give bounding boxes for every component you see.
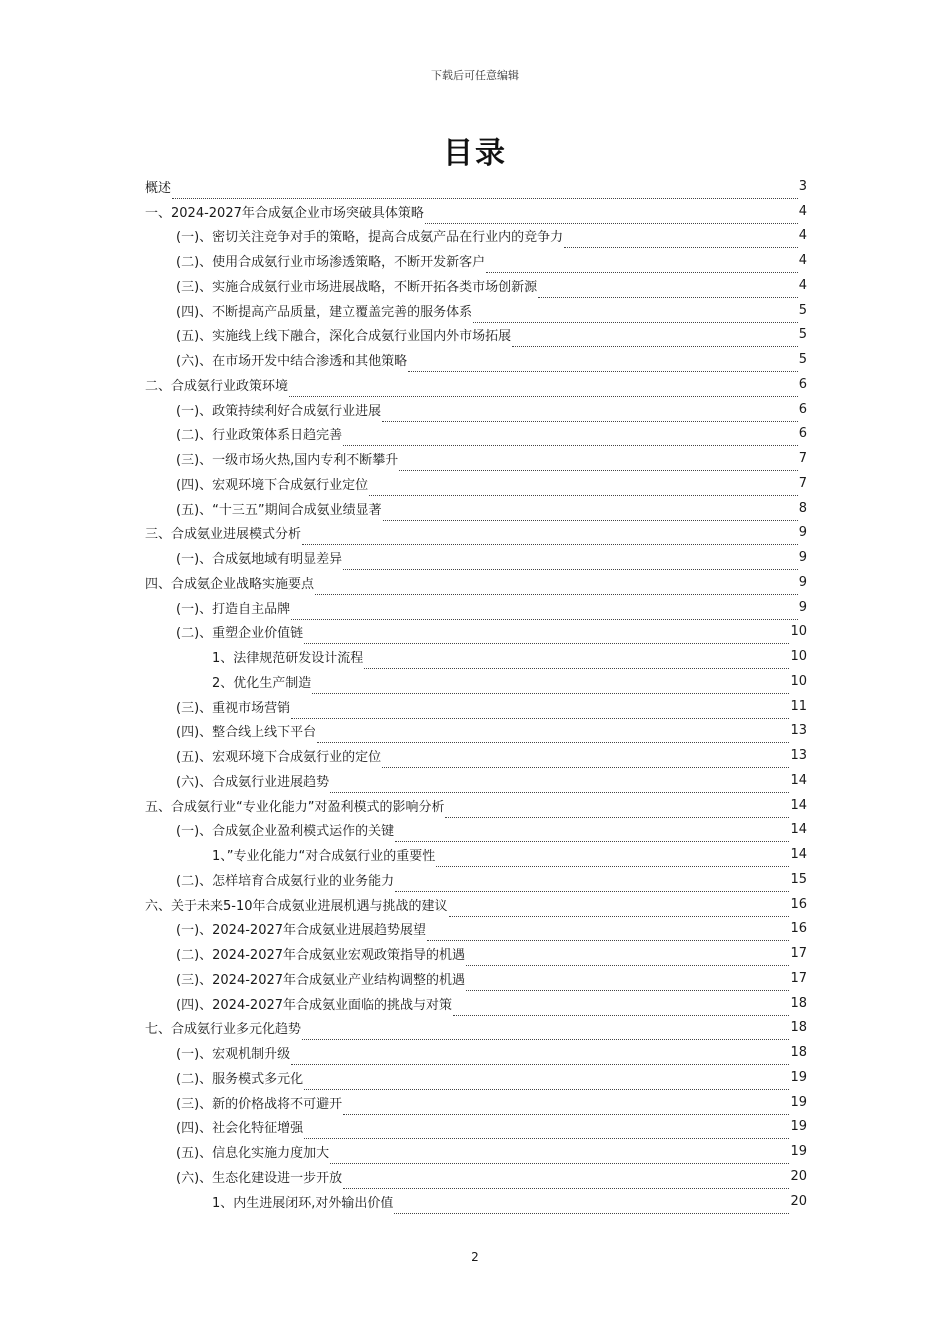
dot-leader — [330, 1155, 789, 1164]
toc-entry-label: 二、合成氨行业政策环境 — [145, 378, 289, 394]
dot-leader — [291, 611, 798, 620]
toc-entry-page: 4 — [798, 203, 807, 219]
toc-entry-page: 4 — [798, 253, 807, 269]
toc-entry-label: (五)、宏观环境下合成氨行业的定位 — [176, 750, 382, 766]
dot-leader — [425, 215, 798, 224]
toc-entry-label: (二)、服务模式多元化 — [176, 1071, 304, 1087]
toc-entry-page: 6 — [798, 401, 807, 417]
toc-entry-page: 19 — [790, 1119, 807, 1135]
toc-entry-label: (一)、密切关注竞争对手的策略，提高合成氨产品在行业内的竞争力 — [176, 230, 564, 246]
dot-leader — [291, 1056, 789, 1065]
toc-entry-label: 1、内生进展闭环,对外输出价值 — [212, 1195, 394, 1211]
dot-leader — [394, 1205, 789, 1214]
toc-entry-page: 15 — [790, 871, 807, 887]
toc-entry-page: 17 — [790, 946, 807, 962]
header-note: 下载后可任意编辑 — [431, 69, 519, 82]
toc-entry[interactable] — [145, 422, 807, 447]
toc-entry-page: 20 — [790, 1193, 807, 1209]
dot-leader — [172, 190, 798, 199]
toc-entry-label: (五)、信息化实施力度加大 — [176, 1146, 330, 1162]
dot-leader — [302, 536, 798, 545]
toc-entry-label: (四)、宏观环境下合成氨行业定位 — [176, 477, 369, 493]
toc-entry-label: (六)、在市场开发中结合渗透和其他策略 — [176, 354, 408, 370]
toc-entry[interactable] — [145, 793, 807, 818]
dot-leader — [486, 264, 798, 273]
dot-leader — [436, 858, 789, 867]
toc-entry[interactable] — [145, 545, 807, 570]
toc-entry-page: 6 — [798, 376, 807, 392]
dot-leader — [343, 437, 798, 446]
toc-entry-page: 16 — [790, 896, 807, 912]
dot-leader — [289, 388, 798, 397]
page-number: 2 — [471, 1250, 479, 1264]
toc-entry[interactable] — [145, 1189, 807, 1214]
toc-entry-label: 七、合成氨行业多元化趋势 — [145, 1022, 302, 1038]
toc-entry[interactable] — [145, 1139, 807, 1164]
toc-entry-label: (一)、2024-2027年合成氨业进展趋势展望 — [176, 923, 427, 939]
toc-entry-label: (四)、社会化特征增强 — [176, 1121, 304, 1137]
dot-leader — [383, 512, 798, 521]
toc-entry-page: 17 — [790, 970, 807, 986]
dot-leader — [466, 982, 789, 991]
toc-title: 目录 — [443, 136, 507, 171]
toc-entry-label: (一)、打造自主品牌 — [176, 601, 291, 617]
toc-entry-page: 4 — [798, 228, 807, 244]
dot-leader — [395, 833, 789, 842]
toc-entry-label: (五)、实施线上线下融合，深化合成氨行业国内外市场拓展 — [176, 329, 512, 345]
toc-entry-label: (一)、宏观机制升级 — [176, 1047, 291, 1063]
toc-entry-label: (三)、实施合成氨行业市场进展战略，不断开拓各类市场创新源 — [176, 279, 538, 295]
dot-leader — [445, 809, 789, 818]
toc-entry-page: 7 — [798, 451, 807, 467]
dot-leader — [312, 685, 789, 694]
toc-entry-page: 5 — [798, 302, 807, 318]
toc-entry-page: 10 — [790, 649, 807, 665]
dot-leader — [343, 1106, 789, 1115]
dot-leader — [302, 1031, 789, 1040]
dot-leader — [512, 338, 798, 347]
toc-entry-page: 14 — [790, 797, 807, 813]
toc-entry[interactable] — [145, 669, 807, 694]
toc-entry[interactable] — [145, 719, 807, 744]
toc-entry[interactable] — [145, 743, 807, 768]
toc-entry-label: 概述 — [145, 180, 172, 196]
toc-entry-page: 13 — [790, 723, 807, 739]
toc-entry-page: 9 — [798, 574, 807, 590]
toc-entry[interactable] — [145, 892, 807, 917]
toc-entry-page: 10 — [790, 624, 807, 640]
toc-entry-label: (二)、使用合成氨行业市场渗透策略，不断开发新客户 — [176, 255, 486, 271]
toc-entry[interactable] — [145, 768, 807, 793]
toc-entry-label: (一)、政策持续利好合成氨行业进展 — [176, 403, 382, 419]
toc-entry-label: 五、合成氨行业“专业化能力”对盈利模式的影响分析 — [145, 799, 445, 815]
toc-entry[interactable] — [145, 991, 807, 1016]
toc-entry-page: 9 — [798, 525, 807, 541]
toc-entry-label: (三)、重视市场营销 — [176, 700, 291, 716]
toc-entry[interactable] — [145, 446, 807, 471]
toc-entry[interactable] — [145, 323, 807, 348]
toc-entry[interactable] — [145, 966, 807, 991]
toc-entry[interactable] — [145, 595, 807, 620]
dot-leader — [369, 487, 798, 496]
toc-entry-page: 16 — [790, 921, 807, 937]
toc-entry-label: (四)、不断提高产品质量，建立覆盖完善的服务体系 — [176, 304, 473, 320]
toc-entry-page: 20 — [790, 1168, 807, 1184]
toc-entry-page: 9 — [798, 550, 807, 566]
toc-entry-page: 5 — [798, 327, 807, 343]
toc-entry-label: (二)、行业政策体系日趋完善 — [176, 428, 343, 444]
toc-entry-label: (六)、生态化建设进一步开放 — [176, 1170, 343, 1186]
toc-entry-label: (二)、2024-2027年合成氨业宏观政策指导的机遇 — [176, 948, 466, 964]
dot-leader — [473, 314, 798, 323]
toc-entry-page: 19 — [790, 1144, 807, 1160]
dot-leader — [395, 883, 789, 892]
toc-entry[interactable] — [145, 694, 807, 719]
dot-leader — [427, 932, 789, 941]
dot-leader — [399, 462, 797, 471]
dot-leader — [317, 734, 789, 743]
toc-entry[interactable] — [145, 372, 807, 397]
toc-entry-page: 5 — [798, 352, 807, 368]
toc-entry-label: (三)、新的价格战将不可避开 — [176, 1096, 343, 1112]
toc-entry-page: 14 — [790, 847, 807, 863]
toc-entry-label: 四、合成氨企业战略实施要点 — [145, 576, 315, 592]
toc-entry[interactable] — [145, 521, 807, 546]
dot-leader — [564, 239, 798, 248]
toc-entry[interactable] — [145, 224, 807, 249]
toc-entry[interactable] — [145, 917, 807, 942]
toc-entry[interactable] — [145, 1115, 807, 1140]
toc-entry[interactable] — [145, 471, 807, 496]
toc-entry[interactable] — [145, 818, 807, 843]
dot-leader — [382, 413, 798, 422]
toc-entry-label: (四)、整合线上线下平台 — [176, 725, 317, 741]
toc-entry-page: 10 — [790, 673, 807, 689]
dot-leader — [408, 363, 798, 372]
toc-entry-page: 8 — [798, 500, 807, 516]
toc-entry-label: (一)、合成氨企业盈利模式运作的关键 — [176, 824, 395, 840]
dot-leader — [343, 1180, 789, 1189]
toc-entry[interactable] — [145, 644, 807, 669]
toc-entry-page: 7 — [798, 475, 807, 491]
toc-entry-label: 一、2024-2027年合成氨企业市场突破具体策略 — [145, 205, 424, 221]
toc-entry[interactable] — [145, 1090, 807, 1115]
toc-entry-label: (二)、重塑企业价值链 — [176, 626, 304, 642]
toc-entry-page: 14 — [790, 822, 807, 838]
dot-leader — [538, 289, 798, 298]
table-of-contents — [145, 174, 807, 1214]
toc-entry[interactable] — [145, 347, 807, 372]
toc-entry-label: (三)、一级市场火热,国内专利不断攀升 — [176, 453, 399, 469]
dot-leader — [304, 635, 789, 644]
dot-leader — [449, 908, 790, 917]
dot-leader — [343, 561, 798, 570]
toc-entry-label: (二)、怎样培育合成氨行业的业务能力 — [176, 873, 395, 889]
toc-entry-label: (一)、合成氨地域有明显差异 — [176, 552, 343, 568]
dot-leader — [330, 784, 789, 793]
toc-entry[interactable] — [145, 199, 807, 224]
toc-entry[interactable] — [145, 397, 807, 422]
toc-entry[interactable] — [145, 1016, 807, 1041]
toc-entry-label: (四)、2024-2027年合成氨业面临的挑战与对策 — [176, 997, 453, 1013]
toc-entry-label: 2、优化生产制造 — [212, 675, 312, 691]
toc-entry-page: 19 — [790, 1069, 807, 1085]
toc-entry[interactable] — [145, 174, 807, 199]
toc-entry-page: 9 — [798, 599, 807, 615]
toc-entry-page: 13 — [790, 748, 807, 764]
dot-leader — [304, 1130, 789, 1139]
toc-entry-page: 18 — [790, 1020, 807, 1036]
toc-entry[interactable] — [145, 298, 807, 323]
toc-entry-label: (六)、合成氨行业进展趋势 — [176, 774, 330, 790]
toc-entry[interactable] — [145, 867, 807, 892]
toc-entry[interactable] — [145, 1164, 807, 1189]
dot-leader — [453, 1007, 789, 1016]
toc-entry-label: 1、”专业化能力“对合成氨行业的重要性 — [212, 849, 436, 865]
dot-leader — [315, 586, 798, 595]
toc-entry-page: 18 — [790, 1045, 807, 1061]
toc-entry[interactable] — [145, 496, 807, 521]
toc-entry-page: 18 — [790, 995, 807, 1011]
toc-entry-label: (五)、“十三五”期间合成氨业绩显著 — [176, 502, 382, 518]
toc-entry[interactable] — [145, 620, 807, 645]
toc-entry-page: 6 — [798, 426, 807, 442]
toc-entry[interactable] — [145, 273, 807, 298]
toc-entry-label: (三)、2024-2027年合成氨业产业结构调整的机遇 — [176, 972, 466, 988]
toc-entry[interactable] — [145, 1040, 807, 1065]
toc-entry-label: 1、法律规范研发设计流程 — [212, 651, 364, 667]
dot-leader — [304, 1081, 789, 1090]
toc-entry-page: 14 — [790, 772, 807, 788]
toc-entry-page: 4 — [798, 277, 807, 293]
toc-entry-page: 3 — [798, 178, 807, 194]
toc-entry-label: 三、合成氨业进展模式分析 — [145, 527, 302, 543]
toc-entry-label: 六、关于未来5-10年合成氨业进展机遇与挑战的建议 — [145, 898, 448, 914]
dot-leader — [364, 660, 789, 669]
toc-entry[interactable] — [145, 570, 807, 595]
dot-leader — [466, 957, 789, 966]
dot-leader — [291, 710, 789, 719]
toc-entry-page: 19 — [790, 1094, 807, 1110]
toc-entry[interactable] — [145, 941, 807, 966]
toc-entry-page: 11 — [790, 698, 807, 714]
dot-leader — [382, 759, 789, 768]
toc-entry[interactable] — [145, 1065, 807, 1090]
toc-entry[interactable] — [145, 842, 807, 867]
toc-entry[interactable] — [145, 248, 807, 273]
